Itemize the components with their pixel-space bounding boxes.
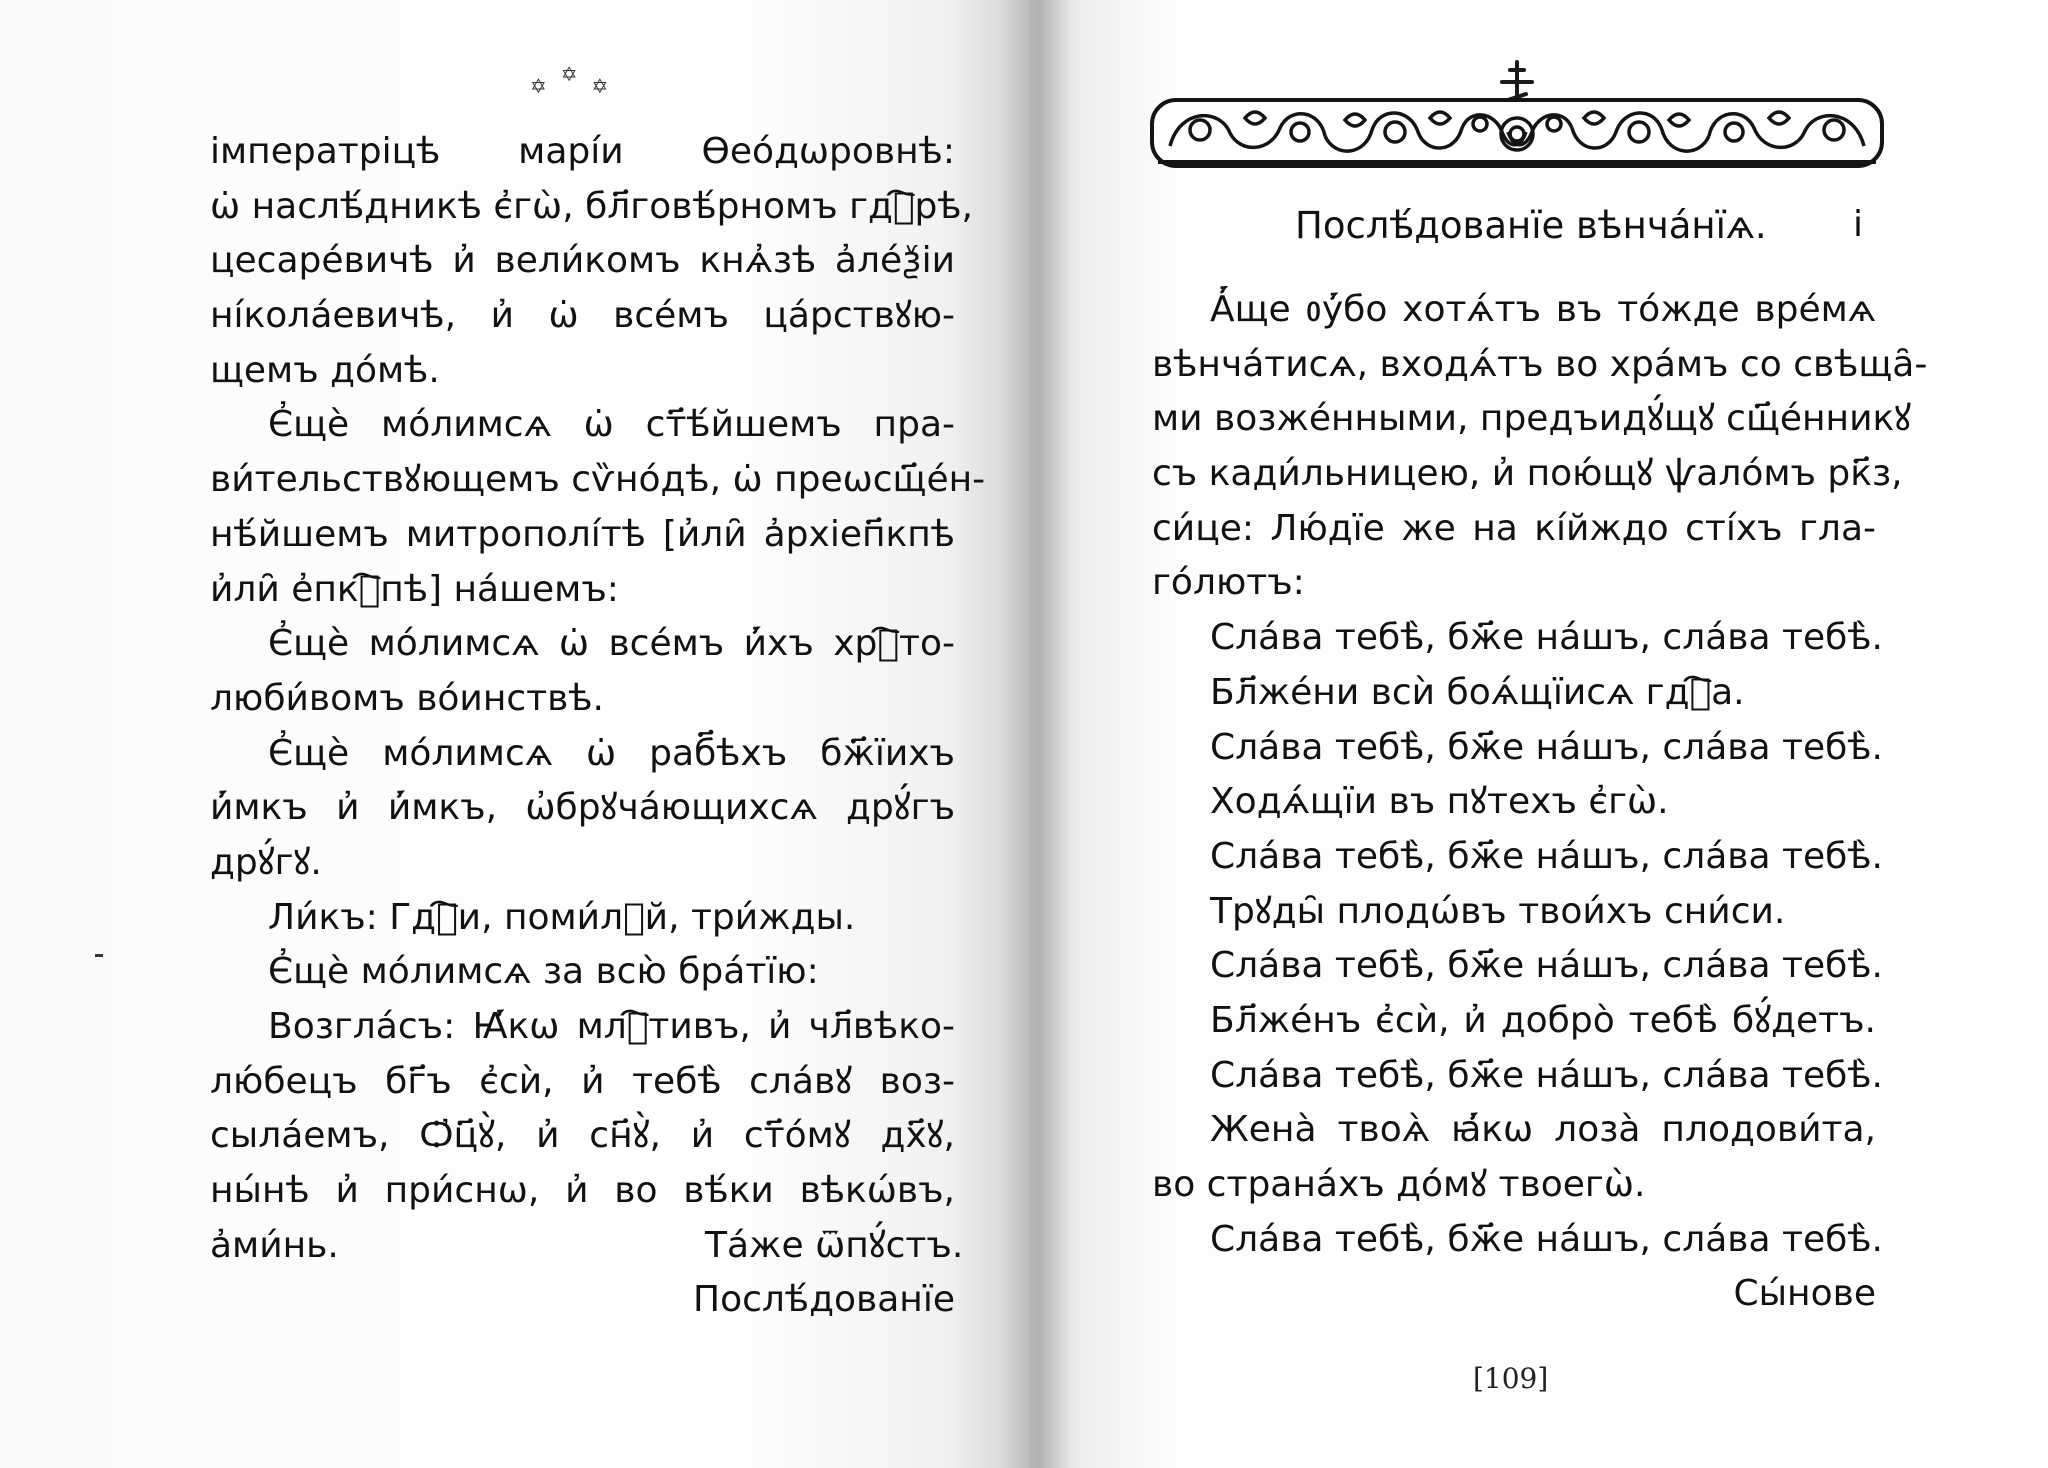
text-line: ми возже́нными, предъидꙋ́щꙋ сщ҃е́нникꙋ — [1152, 398, 1912, 440]
verse-line: Сла́ва тебѣ̀, бж҃е на́шъ, сла́ва тебѣ̀. — [1210, 945, 1883, 987]
page-number: [109] — [1473, 1362, 1549, 1395]
text-line: ѡ̇ наслѣ́дникѣ є҆гѡ̀, бл҃говѣ́рномъ гдⷭ҇рѣ, — [210, 185, 973, 227]
catchword: Послѣ́дованїе — [693, 1279, 955, 1321]
verse-line: Сла́ва тебѣ̀, бж҃е на́шъ, сла́ва тебѣ̀. — [1210, 1054, 1883, 1096]
text-line: и҆́мкъ и҆ и҆́мкъ, ѡ҆брꙋча́ющихсѧ дрꙋ́гъ — [210, 787, 955, 829]
stars-ornament: ✡✡✡ — [530, 62, 623, 98]
text-line: съ кади́льницею, и҆ пою́щꙋ ѱало́мъ рк҃з, — [1152, 453, 1903, 495]
text-line: ви́тельствꙋющемъ сѷно́дѣ, ѡ̇ преѡсщ҃е́н- — [210, 459, 986, 501]
text-line: си́це: Лю́дїе же на кі́йждо сті́хъ гла- — [1152, 507, 1876, 549]
text-line: імператріцѣ марíи Ѳеóдѡровнѣ: — [210, 131, 955, 172]
text-line: лю́бецъ бг҃ъ є҆сѝ, и҆ тебѣ̀ сла́вꙋ воз- — [210, 1060, 955, 1102]
text-line: Є҆щѐ мо́лимсѧ ѡ̇ раб҃ѣхъ бж҃їихъ — [268, 732, 955, 774]
right-page-text — [1152, 283, 1928, 1322]
text-line: Возгла́съ: Ꙗ҆́кѡ млⷭ҇тивъ, и҆ чл҃вѣко- — [268, 1006, 955, 1047]
text-line: Є҆щѐ мо́лимсѧ ѡ̇ все́мъ и҆́хъ хрⷭ҇то- — [268, 623, 955, 665]
text-line: и҆ли̑ е҆пкⷭ҇пѣ] на́шемъ: — [210, 568, 619, 610]
verse-line: Сла́ва тебѣ̀, бж҃е на́шъ, сла́ва тебѣ̀. — [1210, 726, 1883, 768]
text-line: Є҆щѐ мо́лимсѧ за всю̀ бра́тїю: — [268, 951, 819, 993]
verse-line: Бл҃же́нъ є҆сѝ, и҆ добро̀ тебѣ̀ бꙋ́детъ. — [1210, 999, 1876, 1041]
verse-line: Сла́ва тебѣ̀, бж҃е на́шъ, сла́ва тебѣ̀. — [1210, 1218, 1883, 1260]
text-line: ні́колáевичѣ, и҆ ѡ̇ все́мъ ца́рствꙋю- — [210, 295, 955, 337]
floral-headpiece-ornament — [1150, 98, 1884, 168]
text-line: дрꙋ́гꙋ. — [210, 841, 322, 883]
verse-line: Сла́ва тебѣ̀, бж҃е на́шъ, сла́ва тебѣ̀. — [1210, 617, 1883, 659]
verse-line: во страна́хъ до́мꙋ твоегѡ̀. — [1152, 1164, 1646, 1205]
text-line: а҆ми́нь. Та́же ѿпꙋ́стъ. — [210, 1224, 964, 1266]
verse-line: Трꙋды̑ плодѡ́въ твои́хъ сни́си. — [1210, 890, 1786, 932]
text-line: щемъ до́мѣ. — [210, 349, 440, 391]
verse-line: Сла́ва тебѣ̀, бж҃е на́шъ, сла́ва тебѣ̀. — [1210, 835, 1883, 877]
verse-line: Бл҃же́ни всѝ боѧ́щїисѧ гдⷭ҇а. — [1210, 671, 1745, 713]
text-line: Ли́къ: Гдⷭ҇и, поми́лꙋй, три́жды. — [268, 896, 856, 938]
text-line: А҆́ще ᲂу҆́бо хотѧ́тъ въ то́жде вре́мѧ — [1210, 289, 1876, 330]
book-gutter — [1000, 0, 1070, 1468]
margin-mark — [95, 954, 103, 957]
text-line: вѣнча́тисѧ, входѧ́тъ во хра́мъ со свѣща̑- — [1152, 343, 1928, 385]
text-line: нѣ́йшемъ митрополі́тѣ [и҆ли̑ а҆рхіеп҃кпѣ — [210, 513, 955, 555]
catchword: Сы́нове — [1733, 1273, 1876, 1315]
text-line: Є҆щѐ мо́лимсѧ ѡ̇ ст҃ѣ́йшемъ пра- — [268, 404, 955, 446]
text-line: ны́нѣ и҆ при́снѡ, и҆ во вѣ́ки вѣкѡ́въ, — [210, 1170, 955, 1212]
text-line: го́лютъ: — [1152, 562, 1305, 604]
left-page-text — [210, 125, 986, 1328]
text-line: сыла́емъ, Ѻ҆ц҃ꙋ̀, и҆ сн҃ꙋ̀, и҆ ст҃о́мꙋ дх҃ꙋ, — [210, 1115, 955, 1157]
section-title: Послѣ́дованїе вѣнча́нїѧ. — [1295, 204, 1767, 247]
text-line: цесаре́вичѣ и҆ вели́комъ кнѧ҆зѣ а҆ле́ѯіи — [210, 240, 955, 282]
page-letter: і — [1853, 204, 1864, 245]
verse-line: Ходѧ́щїи въ пꙋтехъ є҆гѡ̀. — [1210, 781, 1669, 823]
verse-line: Жена̀ твоѧ̀ ꙗ҆́кѡ лоза̀ плодови́та, — [1210, 1109, 1876, 1151]
text-line: люби́вомъ во́инствѣ. — [210, 677, 604, 719]
